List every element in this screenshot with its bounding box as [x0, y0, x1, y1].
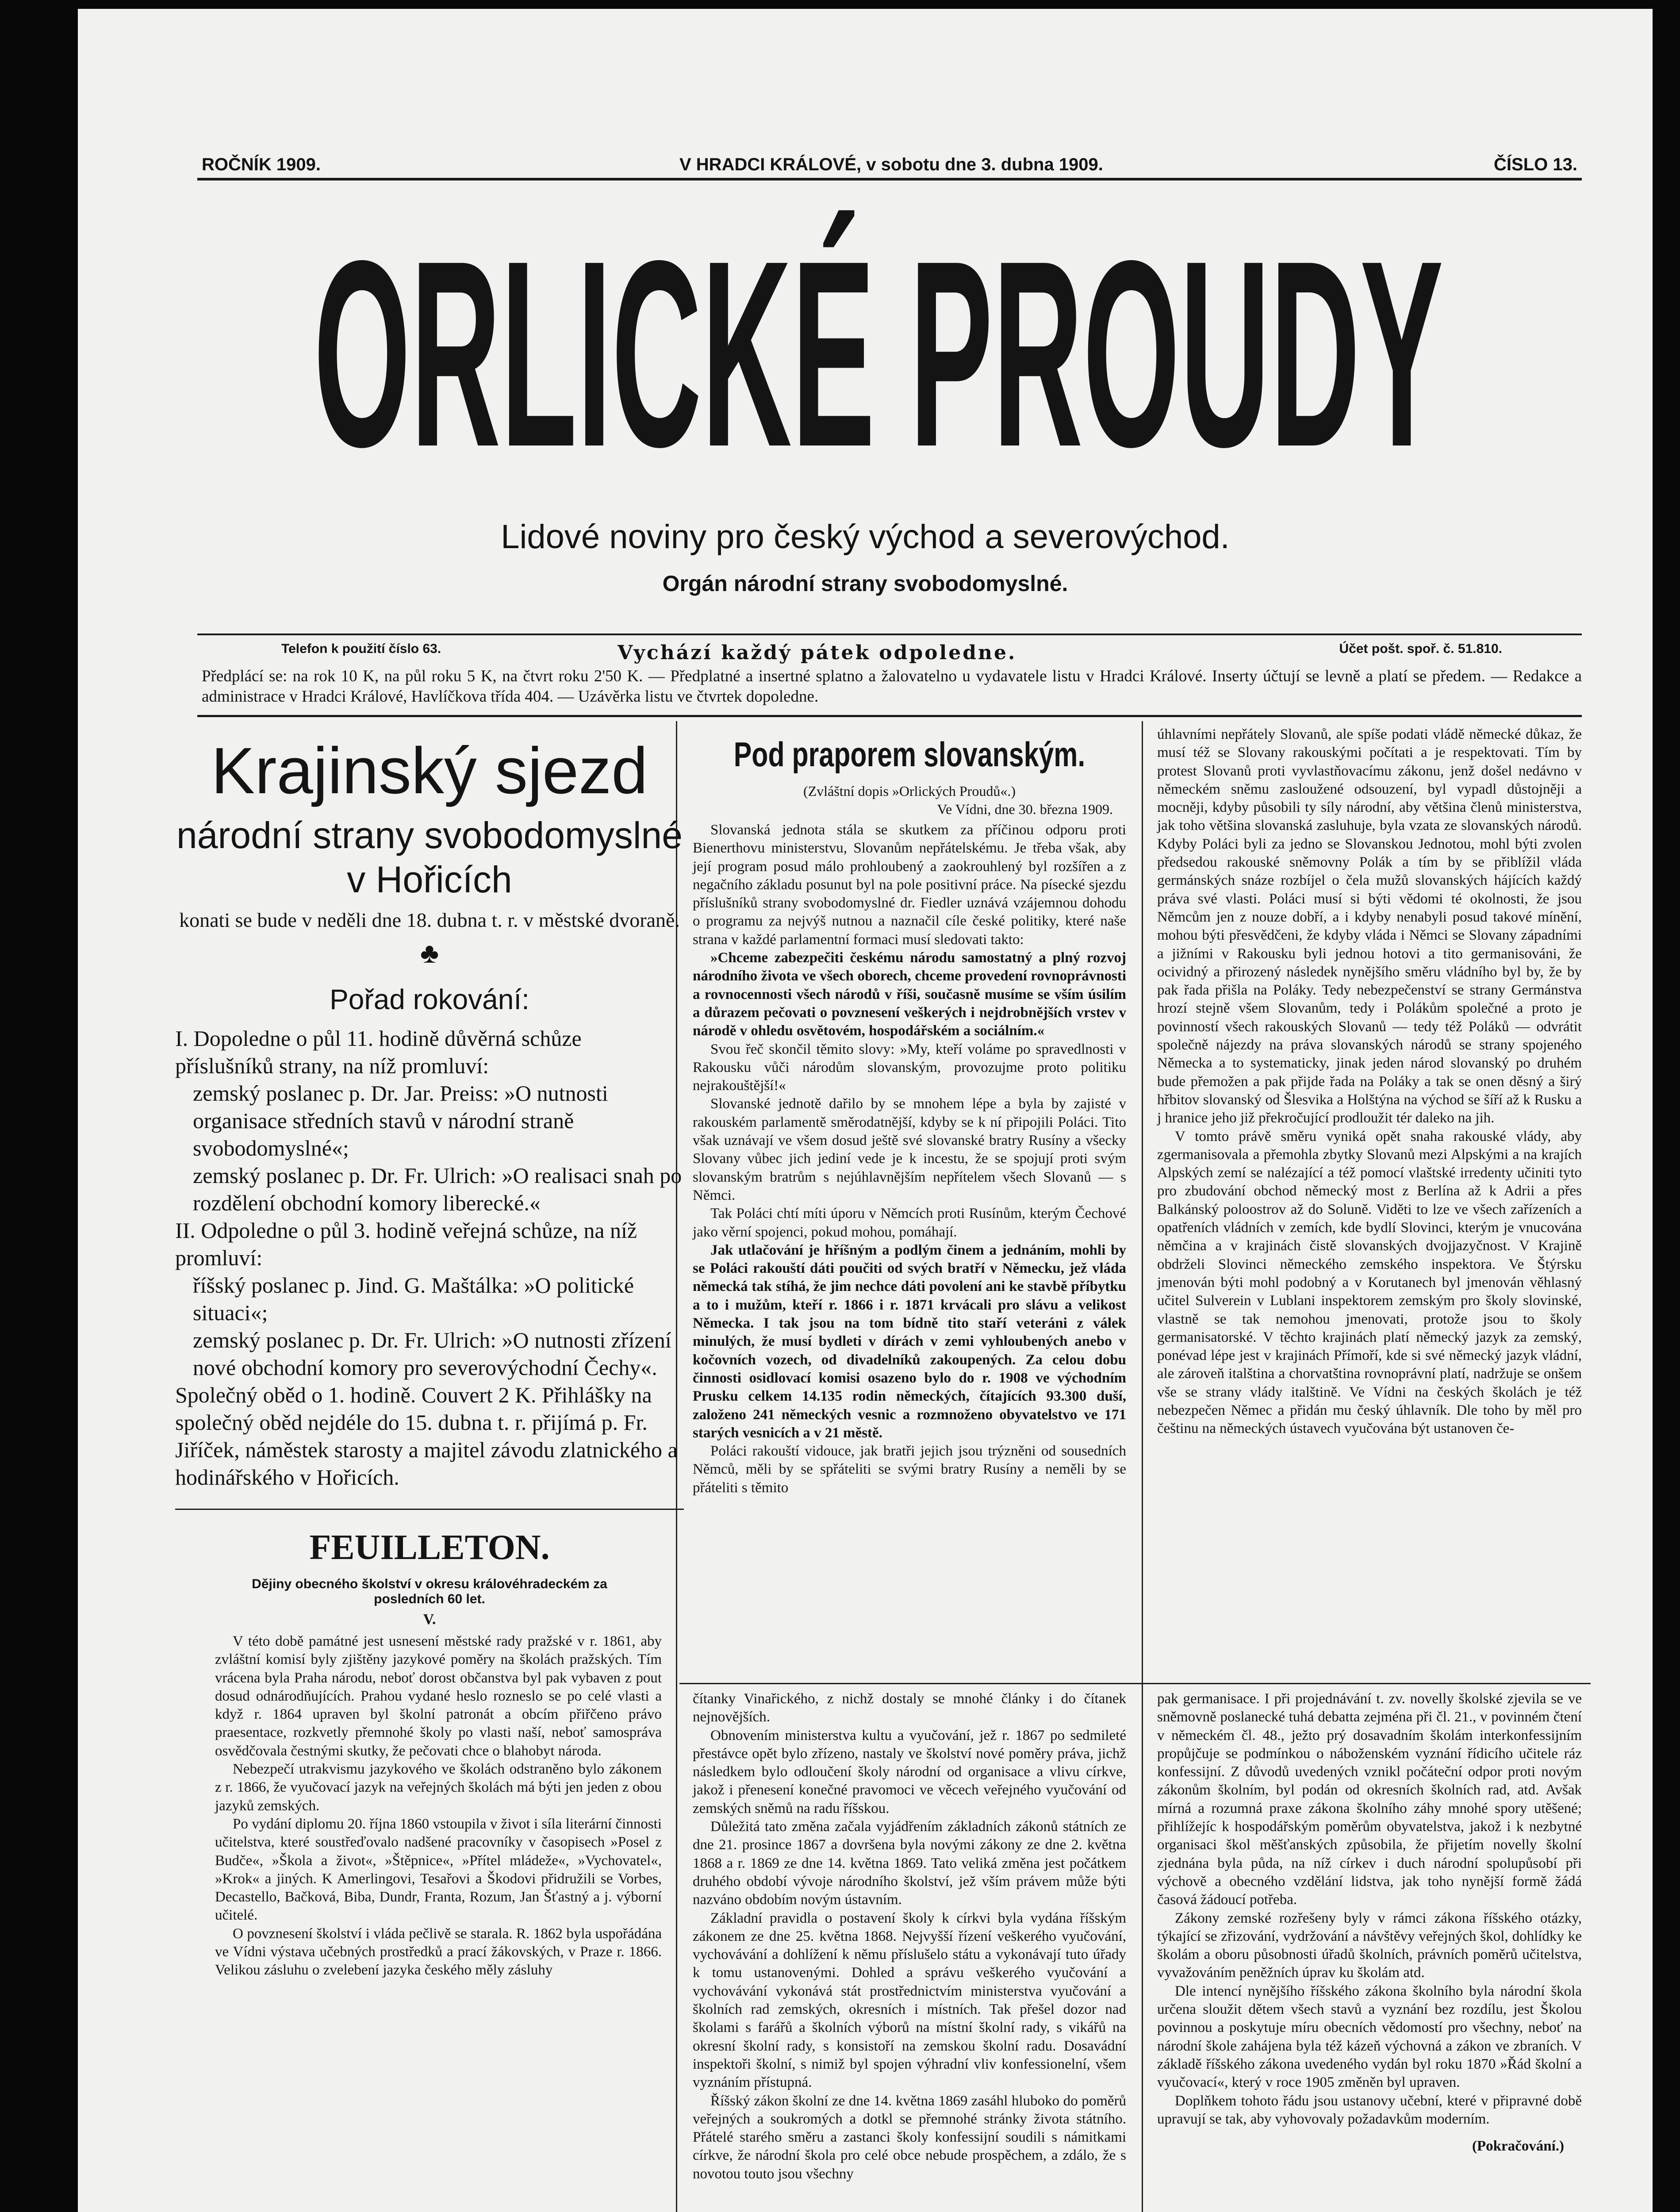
column-3-bottom [1148, 1690, 1591, 2212]
program-item: II. Odpoledne o půl 3. hodině veřejná schůze, na níž promluví: [175, 1218, 637, 1270]
feuilleton-part: V. [423, 1611, 436, 1628]
program-item: zemský poslanec p. Dr. Fr. Ulrich: »O nutnosti zřízení nové obchodní komory pro severovýchodní Čechy«. [193, 1328, 671, 1380]
paragraph: Po vydání diplomu 20. října 1860 vstoupila v život i síla literární činnosti učitelstva, které soustřeďovalo nadšené pracovníky v časopisech »Posel z Budče«, »Škola a život«, »Štěpnice«, »Přítel mládeže«, »Vychovatel«, »Krok« a jiných. K Amerlingovi, Tesařovi a Škodovi přidružili se Vorbes, Decastello, Bačková, Biba, Dundr, Franta, Rozum, Jan Šťastný a j. výborní učitelé. [215, 1816, 662, 1924]
feuilleton-rule [175, 1509, 684, 1510]
column-1 [175, 726, 684, 2212]
paragraph: pak germanisace. I při projednávání t. zv. novelly školské zjevila se ve sněmovně poslanecké tuhá debatta zejména při čl. 21., v povinném čtení v německém čl. 48., ježto prý dosavadním školám interkonfessijním propůjčuje se podmínkou o náboženském vyznání řídicího učitele ráz konfessijní. Z důvodů uvedených vznikl počáteční odpor proti novým zákonům školním, byl podán od okresních školních rad, atd. Avšak mírná a rozumná praxe zákona školního záhy mnohé spory utěšené; přihlížejíc k hospodářským poměrům obyvatelstva, jakož i k nezbytné organisaci škol měšťanských způsobila, že přijetím novelly školní zjednána byla půda, na níž církev i duch národní spolupůsobí při výchově a obecného vzdělání lidstva, jak toho nynější formě žádá časová žádoucí potřeba. [1157, 1691, 1582, 1908]
column-divider-2 [1142, 721, 1143, 2212]
article-body [679, 821, 1139, 1497]
paragraph: O povznesení školství i vláda pečlivě se starala. R. 1862 byla uspořádána ve Vídni výstava učebných prostředků a prací žákovských, v Praze r. 1866. Velikou zásluhu o zvelebení jazyka českého měly zásluhy [215, 1925, 662, 1978]
paragraph: Svou řeč skončil těmito slovy: »My, kteří voláme po spravedlnosti v Rakousku vůči národům slovanským, provozujme proto politiku nejrakouštější!« [693, 1041, 1126, 1094]
feuilleton-text [175, 1632, 684, 1980]
column-2-bottom [679, 1690, 1139, 2212]
program-item: říšský poslanec p. Jind. G. Maštálka: »O politické situaci«; [193, 1273, 634, 1325]
paragraph: Důležitá tato změna začala vyjádřením základních zákonů státních ze dne 21. prosince 1867 a dovršena byla novými zákony ze dne 2. května 1868 a r. 1869 ze dne 14. května 1869. Tato veliká změna jest počátkem druhého období vývoje národního školství, jež vším právem může býti nazváno obdobím novým ústavním. [693, 1819, 1126, 1908]
paragraph: V této době památné jest usnesení městské rady pražské v r. 1861, aby zvláštní komisí byly zjištěny jazykové poměry na školách pražských. Tím vrácena byla Praha národu, neboť dorost občanstva byl pak vybaven z pout dosud odnárodňujících. Prahou vydané heslo rozneslo se po celé vlasti a když r. 1864 upraven byl školní patronát a obcím přiřčeno právo praesentace, rozkvetly přemnohé školy po vlasti naší, neboť samospráva osvědčovala čestnými skutky, že pečovati chce o blahobyt národa. [215, 1633, 662, 1759]
paragraph: čítanky Vinařického, z nichž dostaly se mnohé články i do čítanek nejnovějších. [693, 1691, 1126, 1725]
place-date-label: V HRADCI KRÁLOVÉ, v sobotu dne 3. dubna 1909. [679, 155, 1103, 174]
info-rule-bottom [197, 715, 1582, 717]
feuilleton-continuation [679, 1690, 1139, 2183]
paragraph: »Chceme zabezpečiti českému národu samostatný a plný rozvoj národního života ve všech oborech, chceme provedení rovnoprávnosti a rovnocennosti všech národů v říši, současně musíme se vším úsilím a důrazem pečovati o povznesení veškerých i nejdrobnějších vrstev v národě v ohledu osvětovém, hospodářském a sociálním.« [693, 950, 1126, 1039]
sjezd-subheadline: národní strany svobodomyslné v Hořicích [176, 814, 683, 900]
masthead-subtitle: Lidové noviny pro český východ a severovýchod. [501, 518, 1230, 556]
account-label: Účet pošt. spoř. č. 51.810. [1339, 641, 1502, 656]
subscription-prices: Předplácí se: na rok 10 K, na půl roku 5 K, na čtvrt roku 2'50 K. — Předplatné a insertné splatno a žalovatelno u vydavatele listu v Hradci Králové. Inserty účtují se levně a platí se předem. — Redakce a administrace v Hradci Králové, Havlíčkova třída 404. — Uzávěrka listu ve čtvrtek dopoledne. [202, 667, 1582, 706]
paragraph: Slovanské jednotě dařilo by se mnohem lépe a byla by zajisté v rakouském parlamentě směrodatnější, kdyby se k ní připojili Poláci. Tito však uznávají ve všem dosud ještě své slovanské bratry Rusíny a všecky Slovany vůbec jich jediní vede je k incestu, že se spojují proti svým slovanským bratrům s nejúhlavnějším nepřítelem všech Slovanů — s Němci. [693, 1096, 1126, 1203]
article-dateline: (Zvláštní dopis »Orlických Proudů«.) [803, 783, 1016, 799]
paragraph: úhlavními nepřátely Slovanů, ale spíše podati vládě německé důkaz, že musí též se Slovany rakouskými počítati a je respektovati. Tím by protest Slovanů proti vyvlastňovacímu zákonu, jenž došel nedávno v německém sněmu zasloužené odsouzení, byl vypadl důstojněji a mocněji, kdyby působili ty síly národní, aby většina členů ministerstva, jak toho většina slovanská zasluhuje, byla vzata ze slovanských národů. Kdyby Poláci byli za jedno se Slovanskou Jednotou, mohl býti zvolen předsedou rakouské sněmovny Polák a tím by se přiblížil vláda germánských snáze rozbíjel o čela mužů slovanských hájících každý práva své vlasti. Poláci musí si býti vědomi té okolnosti, že jsou Němcům jen z nouze dobří, a i kdyby nenabyli posud takové mínění, mohou býti přesvědčeni, že kdyby vláda i Němci se Slovany západními a jižními v Rakousku byli jednou hotovi a tito germanisováni, že ocividný a přirozený následek nynějšího směru vládního byl by, že by pak řada přišla na Poláky. Tedy nebezpečenství se strany Germánstva hrozí stejně všem Slovanům, tedy i Polákům společné a proto je povinností všech rakouských Slovanů — tedy též Poláků — odvrátit společně nájezdy na práva slovanských národů se strany spojeného Německa a to systematicky, jinak jeden národ slovanský po druhém bude přemožen a pak přijde řada na Poláky a tak se onen děsný a širý hřbitov slovanský od Šlesvika a Holštýna na východ se šíří až k Rusku a j hranice jeho již překročující prodloužit tér daleko na jih. [1157, 726, 1582, 1126]
paragraph: Základní pravidla o postavení školy k církvi byla vydána říšským zákonem ze dne 25. května 1868. Nejvyšší řízení veškerého vyučování, vychovávání a dohlížení k němu příslušelo státu a vykonávají tuto úřady k tomu ustanovenými. Dohled a správu veškerého vyučování a vychovávání vykonává stát prostřednictvím ministerstva vyučování a školních rad zemských, okresních i místních. Tak přešel dozor nad školami s farářů a školních výborů na místní školní rady, s vikářů na okresní školní rady, s konsistoří na zemskou školní radu. Dosavádní inspektoři školní, s nimiž byl spojen výhradní vliv konfessionelní, všem vyznáním přístupná. [693, 1910, 1126, 2091]
program-item: zemský poslanec p. Dr. Jar. Preiss: »O nutnosti organisace středních stavů v národní straně svobodomyslné«; [193, 1081, 608, 1160]
program-list [175, 1025, 684, 1491]
paragraph: Dle intencí nynějšího říšského zákona školního byla národní škola určena sloužit dětem všech stavů a vyznání bez rozdílu, jest Školou povinnou a poskytuje míru obecních vědomostí pro všechny, neboť na národní škole zahájena byla též kázeň výchovná a zákon ve zbraních. V základě říšského zákona uvedeného vydán byl roku 1870 »Řád školní a vyučovací«, který v roce 1905 změněn byl upraven. [1157, 1983, 1582, 2091]
article-headline: Pod praporem slovanským. [733, 735, 1085, 774]
phone-label: Telefon k použití číslo 63. [281, 641, 441, 656]
club-ornament-icon: ♣ [420, 937, 439, 969]
paragraph: Poláci rakouští vidouce, jak bratři jejich jsou trýzněni od sousedních Němců, měli by se spřáteliti se svými bratry Rusíny a neměli by se přáteliti s těmito [693, 1443, 1126, 1496]
feuilleton-continuation-2 [1148, 1690, 1591, 2155]
paragraph: Tak Poláci chtí míti úporu v Němcích proti Rusínům, kterým Čechové jako věrní spojenci, pokud mohou, pomáhají. [693, 1206, 1126, 1240]
masthead-organ: Orgán národní strany svobodomyslné. [662, 571, 1068, 596]
feuilleton-subtitle: Dějiny obecného školství v okresu královéhradeckém za posledních 60 let. [252, 1577, 607, 1606]
newspaper-page [78, 9, 1653, 2212]
paragraph: Říšský zákon školní ze dne 14. května 1869 zasáhl hluboko do poměrů veřejných a soukromých a dotkl se přemnohé stránky života státního. Přátelé starého směru a zastanci školy konfessijní soudili s námitkami církve, že národní škola pro celé obce nebude prospěchem, a zdálo, že s novotou touto jsou všechny [693, 2093, 1126, 2182]
header-rule [197, 178, 1582, 180]
paragraph: Nebezpečí utrakvismu jazykového ve školách odstraněno bylo zákonem z r. 1866, že vyučovací jazyk na veřejných školách má býti jen jeden z obou jazyků zemských. [215, 1761, 662, 1814]
article-continuation [1148, 726, 1591, 1438]
paragraph: Doplňkem tohoto řádu jsou ustanovy učební, které v připravné době upravují se tak, aby vyhovovaly požadavkům moderním. [1157, 2093, 1582, 2127]
masthead-title: ORLICKÉ PROUDY [314, 206, 1443, 502]
program-item: zemský poslanec p. Dr. Fr. Ulrich: »O realisaci snah po rozdělení obchodní komory liberecké.« [193, 1163, 682, 1215]
continued-note: (Pokračování.) [1472, 2138, 1564, 2154]
article-end-rule [679, 1683, 1591, 1684]
paragraph: Slovanská jednota stála se skutkem za příčinou odporu proti Bienerthovu ministerstvu, Slovanům nepřátelskému. Je třeba však, aby její program posud málo prohloubený a zaokrouhlený byl rozšířen a z negačního základu posunut byl na pole positivní práce. Na písecké sjezdu příslušníků strany svobodomyslné dr. Fiedler uznává vzájemnou dohodu o programu za nejvýš nutnou a naznačil cíle české politiky, které naše strana v každé parlamentní formaci musí sledovati takto: [693, 822, 1126, 948]
paragraph: V tomto právě směru vyniká opět snaha rakouské vlády, aby zgermanisovala a přemohla zbytky Slovanů mezi Alpskými a na krajích Alpských zemí se nalézající a též pomocí vlaštské irredenty učiniti tyto pro zbudování obchod německý most z Berlína až k Adrii a přes Balkánský poloostrov až do Soluně. Viděti to lze ve všech zařízeních a opatřeních vládních v zemích, kde bydlí Slovinci, kterým je vnucována němčina a v krajinách čistě slovanských dvojjazyčnost. V Krajině obdrželi Slovinci německého zemského inspektora. Ve Štýrsku jmenován býti mohl podobný a v Korutanech byl jmenován věhlasný učitel Sulverein v Lublani inspektorem zemským pro školy slovinské, vlastně se tak nemohou jmenovati, protože jsou to školy germanisatorské. V těchto krajinách platí německý jazyk za zemský, ponévad lépe jest v krajinách Přímoří, kde si své německý jazyk vládní, ale zároveň italština a chorvatština rovnoprávní platí, nadržuje se onšem vše se strany vlády italštině. Ve Vídni na českých školách je též nebezpečen Němec a přidán mu český úhlavník. Dle toho by měl pro češtinu na německých ústavech vyučována být ustanoven če- [1157, 1128, 1582, 1437]
paragraph: Obnovením ministerstva kultu a vyučování, jež r. 1867 po sedmileté přestávce opět bylo zřízeno, nastaly ve školství nové poměry práva, jichž následkem bylo odloučení školy národní od organisace a vlivu církve, jakož i přenesení konečné pravomoci ve věcech veřejného vyučování od zemských sněmů na radu říšskou. [693, 1727, 1126, 1816]
paragraph: Zákony zemské rozřešeny byly v rámci zákona říšského otázky, týkající se zřizování, vydržování a návštěvy veřejných škol, dohlídky ke školám a oboru působnosti úřadů školních, právních poměrů učitelstva, vyvažováním peněžních úprav ku školám atd. [1157, 1910, 1582, 1981]
column-3-top [1148, 726, 1591, 1677]
sjezd-date-line: konati se bude v neděli dne 18. dubna t. r. v městské dvoraně. [179, 909, 680, 931]
issue-number-label: ČÍSLO 13. [1494, 155, 1577, 174]
masthead [219, 204, 1538, 513]
column-2-top [679, 726, 1139, 1672]
program-title: Pořad rokování: [330, 983, 529, 1015]
sjezd-headline: Krajinský sjezd [211, 734, 648, 807]
info-rule-top [197, 634, 1582, 635]
program-item: I. Dopoledne o půl 11. hodině důvěrná schůze příslušníků strany, na níž promluví: [175, 1026, 582, 1078]
feuilleton-title: FEUILLETON. [309, 1528, 550, 1567]
paragraph: Jak utlačování je hříšným a podlým činem a jednáním, mohli by se Poláci rakouští dáti poučiti od svých bratří v Německu, jež vláda německá tak stíhá, že jim nechce dáti povolení ani ke stavbě příbytku a to i mužům, kteří r. 1866 i r. 1871 krvácali pro slávu a velikost Německa. I tak jsou na tom bídně tito staří veteráni z válek minulých, že musí bydleti v dírách v zemi vyhloubených anebo v kočovních vozech, od divadelníků zakoupených. Za celou dobu činnosti osidlovací komisi osazeno bylo do r. 1908 ve východním Prusku celkem 14.135 rodin německých, čítajících 93.300 duší, založeno 241 německých vesnic a rozmnoženo obyvatelstvo ve 171 starých vesnicích a v 21 městě. [693, 1242, 1126, 1441]
volume-label: ROČNÍK 1909. [202, 155, 321, 174]
article-place: Ve Vídni, dne 30. března 1909. [937, 801, 1113, 817]
program-item: Společný oběd o 1. hodině. Couvert 2 K. Přihlášky na společný oběd nejdéle do 15. dubna t. r. přijímá p. Fr. Jiříček, náměstek starosty a majitel závodu zlatnického a hodinářského v Hořicích. [175, 1382, 678, 1490]
publishing-label: Vychází každý pátek odpoledne. [618, 641, 1017, 664]
